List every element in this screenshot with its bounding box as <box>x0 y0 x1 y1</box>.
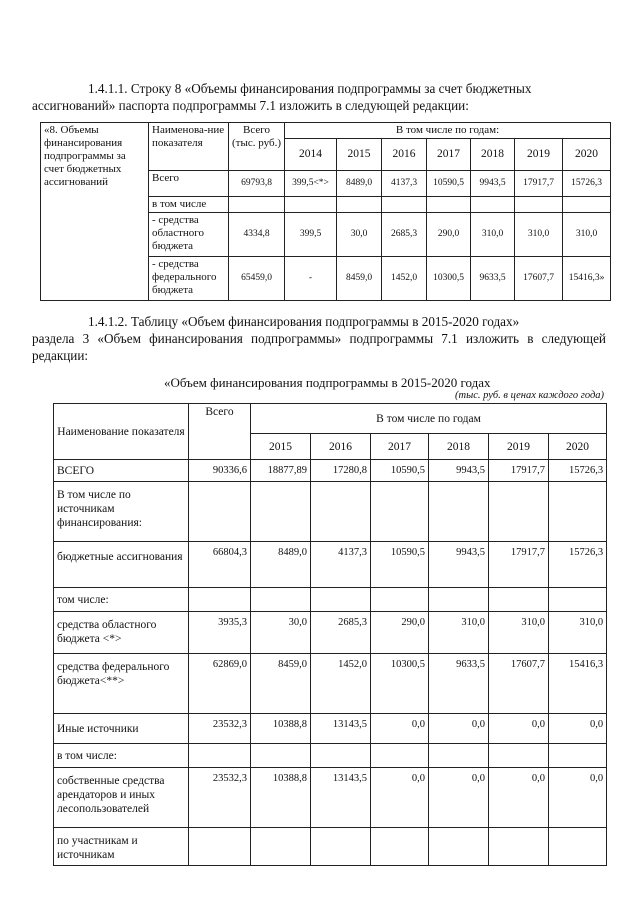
value-cell: 310,0 <box>489 612 549 654</box>
row-label: Всего <box>149 171 229 197</box>
passport-table <box>40 122 611 301</box>
value-cell: 0,0 <box>489 768 549 828</box>
years-header: В том числе по годам: <box>285 123 611 139</box>
value-cell: 17607,7 <box>489 654 549 714</box>
total-cell: 62869,0 <box>189 654 251 714</box>
total-cell: 23532,3 <box>189 714 251 744</box>
total-cell: 3935,3 <box>189 612 251 654</box>
total-cell: 90336,6 <box>189 460 251 482</box>
value-cell: 8459,0 <box>251 654 311 714</box>
value-cell: 2685,3 <box>311 612 371 654</box>
year-cell: 2014 <box>285 139 337 171</box>
year-cell: 2016 <box>311 434 371 460</box>
table-row <box>54 654 607 714</box>
value-cell: 4137,3 <box>382 171 427 197</box>
value-cell: 8489,0 <box>337 171 382 197</box>
year-cell: 2020 <box>563 139 611 171</box>
table-row <box>54 588 607 612</box>
paragraph-1-line-1: 1.4.1.1. Строку 8 «Объемы финансирования подпрограммы за счет бюджетных <box>88 81 532 96</box>
total-cell: 69793,8 <box>229 171 285 197</box>
value-cell: 17917,7 <box>515 171 563 197</box>
value-cell: 0,0 <box>429 768 489 828</box>
value-cell: 8459,0 <box>337 257 382 301</box>
year-cell: 2015 <box>251 434 311 460</box>
year-cell: 2018 <box>429 434 489 460</box>
value-cell: 0,0 <box>549 768 607 828</box>
value-cell: 1452,0 <box>382 257 427 301</box>
value-cell: 4137,3 <box>311 542 371 588</box>
year-cell: 2016 <box>382 139 427 171</box>
value-cell: 10590,5 <box>371 542 429 588</box>
year-cell: 2020 <box>549 434 607 460</box>
year-cell: 2015 <box>337 139 382 171</box>
value-cell: 0,0 <box>549 714 607 744</box>
value-cell: 9943,5 <box>429 542 489 588</box>
col-name-header: Наименование показателя <box>54 404 189 460</box>
value-cell: 0,0 <box>489 714 549 744</box>
value-cell: 310,0 <box>429 612 489 654</box>
table-units: (тыс. руб. в ценах каждого года) <box>455 390 604 401</box>
value-cell: 0,0 <box>429 714 489 744</box>
table-row <box>54 744 607 768</box>
value-cell: 13143,5 <box>311 714 371 744</box>
value-cell: 9633,5 <box>471 257 515 301</box>
value-cell: 17917,7 <box>489 460 549 482</box>
value-cell: 0,0 <box>371 768 429 828</box>
value-cell: 310,0 <box>563 213 611 257</box>
paragraph-2-line-1: 1.4.1.2. Таблицу «Объем финансирования подпрограммы в 2015-2020 годах» <box>88 314 520 329</box>
total-cell: 23532,3 <box>189 768 251 828</box>
col-total-header: Всего (тыс. руб.) <box>229 123 285 171</box>
value-cell: 10300,5 <box>427 257 471 301</box>
total-cell: 65459,0 <box>229 257 285 301</box>
value-cell: 18877,89 <box>251 460 311 482</box>
row-label: - средства областного бюджета <box>149 213 229 257</box>
value-cell: 13143,5 <box>311 768 371 828</box>
col-name-header: Наименова-ние показателя <box>149 123 229 171</box>
table-row <box>54 828 607 866</box>
value-cell: 10590,5 <box>427 171 471 197</box>
row-label: бюджетные ассигнования <box>54 542 189 588</box>
value-cell: 290,0 <box>427 213 471 257</box>
value-cell: 310,0 <box>549 612 607 654</box>
col-total-header: Всего <box>189 404 251 460</box>
paragraph-1 <box>32 80 606 114</box>
row-label: ВСЕГО <box>54 460 189 482</box>
value-cell: 17280,8 <box>311 460 371 482</box>
value-cell: 15416,3 <box>549 654 607 714</box>
value-cell: 15726,3 <box>549 542 607 588</box>
value-cell: 2685,3 <box>382 213 427 257</box>
row-label: средства областного бюджета <*> <box>54 612 189 654</box>
financing-table <box>53 403 607 866</box>
row-label: Иные источники <box>54 714 189 744</box>
total-cell: 66804,3 <box>189 542 251 588</box>
total-cell: 4334,8 <box>229 213 285 257</box>
value-cell: 9943,5 <box>429 460 489 482</box>
table-row <box>54 460 607 482</box>
value-cell: 10388,8 <box>251 768 311 828</box>
row-label: средства федерального бюджета<**> <box>54 654 189 714</box>
value-cell: 17917,7 <box>489 542 549 588</box>
value-cell: 10590,5 <box>371 460 429 482</box>
table-row <box>54 542 607 588</box>
value-cell: 10300,5 <box>371 654 429 714</box>
value-cell: 1452,0 <box>311 654 371 714</box>
value-cell: 9633,5 <box>429 654 489 714</box>
row-label: в том числе <box>149 197 229 213</box>
paragraph-1-line-2: ассигнований» паспорта подпрограммы 7.1 изложить в следующей редакции: <box>32 98 469 113</box>
row-label: по участникам и источникам <box>54 828 189 866</box>
table-row <box>54 612 607 654</box>
value-cell: 310,0 <box>471 213 515 257</box>
row-label: В том числе по источникам финансирования: <box>54 482 189 542</box>
value-cell: 15416,3» <box>563 257 611 301</box>
value-cell: 290,0 <box>371 612 429 654</box>
year-cell: 2019 <box>515 139 563 171</box>
table-caption: «Объем финансирования подпрограммы в 2015-2020 годах <box>164 375 491 390</box>
row-label: в том числе: <box>54 744 189 768</box>
value-cell: - <box>285 257 337 301</box>
years-header: В том числе по годам <box>251 404 607 434</box>
passport-title-cell: «8. Объемы финансирования подпрограммы за счет бюджетных ассигнований <box>41 123 149 301</box>
value-cell: 30,0 <box>337 213 382 257</box>
table-row <box>54 714 607 744</box>
row-label: том числе: <box>54 588 189 612</box>
value-cell: 15726,3 <box>549 460 607 482</box>
table-row <box>54 482 607 542</box>
value-cell: 399,5<*> <box>285 171 337 197</box>
value-cell: 9943,5 <box>471 171 515 197</box>
value-cell: 10388,8 <box>251 714 311 744</box>
value-cell: 8489,0 <box>251 542 311 588</box>
year-cell: 2017 <box>371 434 429 460</box>
value-cell: 399,5 <box>285 213 337 257</box>
paragraph-2 <box>32 313 606 364</box>
value-cell: 0,0 <box>371 714 429 744</box>
row-label: - средства федерального бюджета <box>149 257 229 301</box>
year-cell: 2019 <box>489 434 549 460</box>
table-row <box>54 768 607 828</box>
value-cell: 15726,3 <box>563 171 611 197</box>
paragraph-2-line-2: раздела 3 «Объем финансирования подпрограммы» подпрограммы 7.1 изложить в <box>32 331 534 346</box>
paragraph-2-line-3: следующей редакции: <box>32 331 606 363</box>
year-cell: 2018 <box>471 139 515 171</box>
value-cell: 17607,7 <box>515 257 563 301</box>
value-cell: 310,0 <box>515 213 563 257</box>
year-cell: 2017 <box>427 139 471 171</box>
value-cell: 30,0 <box>251 612 311 654</box>
row-label: собственные средства арендаторов и иных лесопользователей <box>54 768 189 828</box>
